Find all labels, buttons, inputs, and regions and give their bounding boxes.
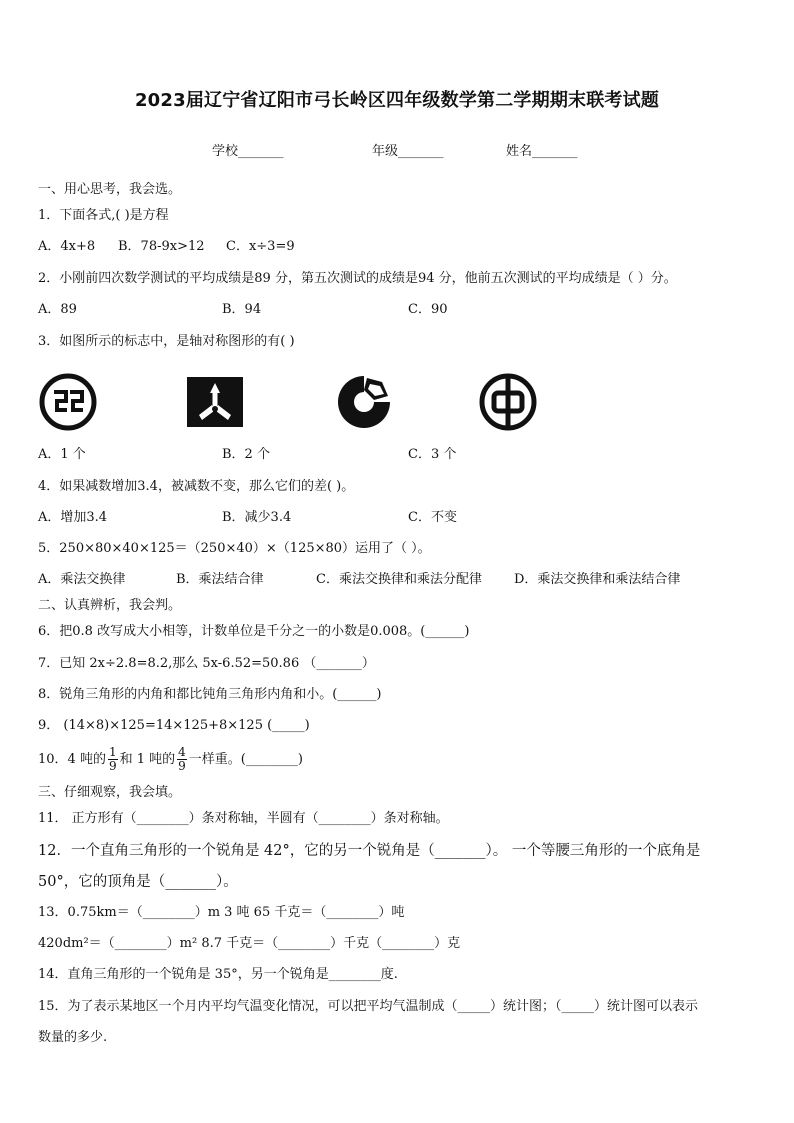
q3-option-c: C．3 个 xyxy=(408,447,457,462)
page-title: 2023届辽宁省辽阳市弓长岭区四年级数学第二学期期末联考试题 xyxy=(134,90,660,111)
q5-option-a: A．乘法交换律 xyxy=(38,572,126,587)
school-field: 学校_______ xyxy=(212,144,284,159)
question-10 xyxy=(38,744,303,776)
q1-option-b: B．78-9x>12 xyxy=(118,239,205,254)
q10-fraction-2-numerator: 4 xyxy=(178,745,186,759)
grade-field: 年级_______ xyxy=(372,144,444,159)
q4-option-b: B．减少3.4 xyxy=(222,510,292,525)
q1-option-c: C．x÷3=9 xyxy=(226,239,295,254)
question-5: 5．250×80×40×125＝（250×40）×（125×80）运用了（ ）。 xyxy=(38,541,431,556)
section-1-heading: 一、用心思考，我会选。 xyxy=(38,182,182,197)
bank-logo-3-icon xyxy=(334,372,394,432)
question-7: 7．已知 2x÷2.8=8.2,那么 5x-6.52=50.86 （_______） xyxy=(38,656,375,671)
section-2-heading: 二、认真辨析，我会判。 xyxy=(38,598,182,613)
question-15-line-1: 15．为了表示某地区一个月内平均气温变化情况，可以把平均气温制成（_____）统计图；（_____）统计图可以表示 xyxy=(38,999,699,1014)
q10-suffix: 一样重。(________) xyxy=(188,752,303,767)
question-13-line-1: 13．0.75km＝（________）m 3 吨 65 千克＝（________）吨 xyxy=(38,905,405,920)
question-13-line-2: 420dm²＝（________）m² 8.7 千克＝（________）千克（________）克 xyxy=(38,936,461,951)
question-11: 11． 正方形有（________）条对称轴，半圆有（________）条对称轴。 xyxy=(38,811,449,826)
question-1: 1．下面各式,( )是方程 xyxy=(38,208,169,223)
q10-middle: 和 1 吨的 xyxy=(119,752,176,767)
q2-option-a: A．89 xyxy=(38,302,77,317)
q2-option-c: C．90 xyxy=(408,302,448,317)
question-15-line-2: 数量的多少. xyxy=(38,1030,108,1045)
bank-logo-2-icon xyxy=(187,377,243,427)
question-3: 3．如图所示的标志中，是轴对称图形的有( ) xyxy=(38,334,295,349)
q4-option-a: A．增加3.4 xyxy=(38,510,108,525)
name-field: 姓名_______ xyxy=(506,144,578,159)
q10-fraction-1-denominator: 9 xyxy=(108,759,117,773)
q3-option-a: A．1 个 xyxy=(38,447,86,462)
section-3-heading: 三、仔细观察，我会填。 xyxy=(38,785,182,800)
q3-option-b: B．2 个 xyxy=(222,447,270,462)
question-6: 6．把0.8 改写成大小相等，计数单位是千分之一的小数是0.008。(______) xyxy=(38,624,470,639)
question-4: 4．如果减数增加3.4，被减数不变，那么它们的差( )。 xyxy=(38,479,355,494)
q5-option-b: B．乘法结合律 xyxy=(176,572,264,587)
q4-option-c: C．不变 xyxy=(408,510,457,525)
q10-fraction-1 xyxy=(108,746,118,773)
question-12-line-1: 12．一个直角三角形的一个锐角是 42°，它的另一个锐角是（_______）。 一个等腰三角形的一个底角是 xyxy=(38,843,701,859)
q10-fraction-2 xyxy=(177,746,187,773)
bank-logo-4-icon xyxy=(478,372,538,432)
q10-fraction-1-numerator: 1 xyxy=(108,745,117,759)
q5-option-d: D．乘法交换律和乘法结合律 xyxy=(514,572,681,587)
question-14: 14．直角三角形的一个锐角是 35°，另一个锐角是________度. xyxy=(38,967,398,982)
question-9: 9． (14×8)×125=14×125+8×125 (_____) xyxy=(38,718,310,733)
question-2: 2．小刚前四次数学测试的平均成绩是89 分，第五次测试的成绩是94 分，他前五次测试的平均成绩是（ ）分。 xyxy=(38,271,677,286)
q10-prefix: 10．4 吨的 xyxy=(38,752,106,767)
q2-option-b: B．94 xyxy=(222,302,262,317)
question-8: 8．锐角三角形的内角和都比钝角三角形内角和小。(______) xyxy=(38,687,382,702)
q5-option-c: C．乘法交换律和乘法分配律 xyxy=(316,572,482,587)
q1-option-a: A．4x+8 xyxy=(38,239,96,254)
q10-fraction-2-denominator: 9 xyxy=(178,759,186,773)
bank-logo-1-icon xyxy=(38,372,98,432)
question-12-line-2: 50°，它的顶角是（_______）。 xyxy=(38,874,238,890)
